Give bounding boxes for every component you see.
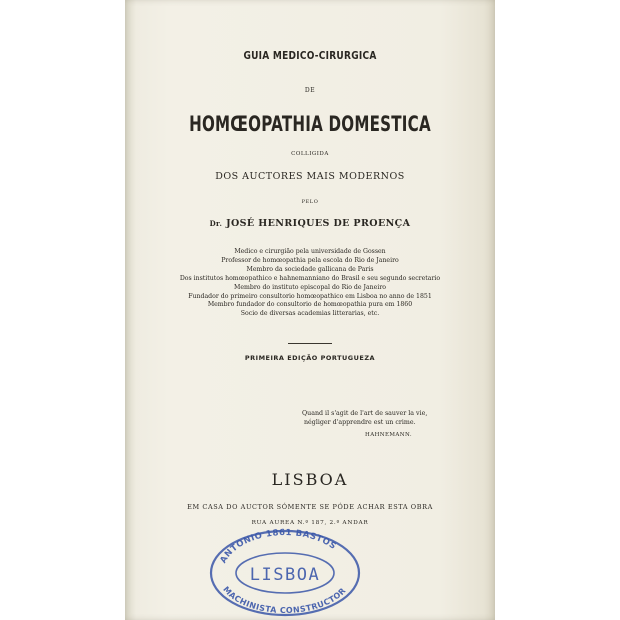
address-line: RUA AUREA N.º 187, 2.º ANDAR	[251, 520, 369, 526]
credential-line: Membro do instituto episcopal do Rio de Janeiro	[234, 283, 386, 291]
edition-line: PRIMEIRA EDIÇÃO PORTUGUEZA	[244, 354, 376, 362]
credential-line: Dos institutos homœopathico e hahnemanniano do Brasil e seu segundo secretario	[179, 274, 441, 282]
stamp-owner-first: ANTONIO	[218, 530, 264, 566]
credential-line: Medico e cirurgião pela universidade de Gossen	[234, 248, 386, 255]
stamp-year: 1861	[265, 527, 293, 540]
author-line	[125, 218, 495, 229]
credential-line: Fundador do primeiro consultorio homœopathico em Lisboa no anno de 1851	[188, 292, 432, 300]
title-connector-de: DE	[304, 87, 316, 94]
credential-line: Membro da sociedade gallicana de Paris	[246, 265, 374, 273]
owner-stamp	[205, 525, 365, 617]
author-prefix: Dr.	[209, 219, 223, 228]
credential-line: Membro fundador do consultorio de homœopathia pura em 1860	[207, 301, 413, 309]
stamp-bottom-text: MACHINISTA CONSTRUCTOR	[221, 584, 348, 616]
subtitle-line: DOS AUCTORES MAIS MODERNOS	[215, 171, 405, 182]
credential-line: Socio de diversas academias litterarias, etc.	[240, 310, 380, 318]
epigraph-line-1: Quand il s'agit de l'art de sauver la vie,	[302, 410, 428, 417]
svg-text:MACHINISTA CONSTRUCTOR	[221, 585, 347, 615]
author-name: JOSÉ HENRIQUES DE PROENÇA	[226, 218, 411, 229]
stamp-center-text: LISBOA	[249, 565, 321, 585]
epigraph-author: HAHNEMANN.	[365, 432, 413, 438]
epigraph-line-2: négliger d'apprendre est un crime.	[304, 419, 416, 426]
stamp-owner-last: BASTOS	[294, 528, 338, 553]
city-line: LISBOA	[271, 470, 349, 489]
main-title: HOMŒOPATHIA DOMESTICA	[189, 112, 431, 136]
credential-line: Professor de homœopathia pela escola do Rio de Janeiro	[221, 256, 399, 264]
colligida-line: COLLIGIDA	[291, 151, 329, 157]
pelo-line: PELO	[301, 199, 319, 205]
title-line-1: GUIA MEDICO-CIRURGICA	[243, 49, 377, 62]
publisher-line: EM CASA DO AUCTOR SÓMENTE SE PÓDE ACHAR ESTA OBRA	[187, 503, 433, 511]
divider-rule	[288, 343, 332, 344]
